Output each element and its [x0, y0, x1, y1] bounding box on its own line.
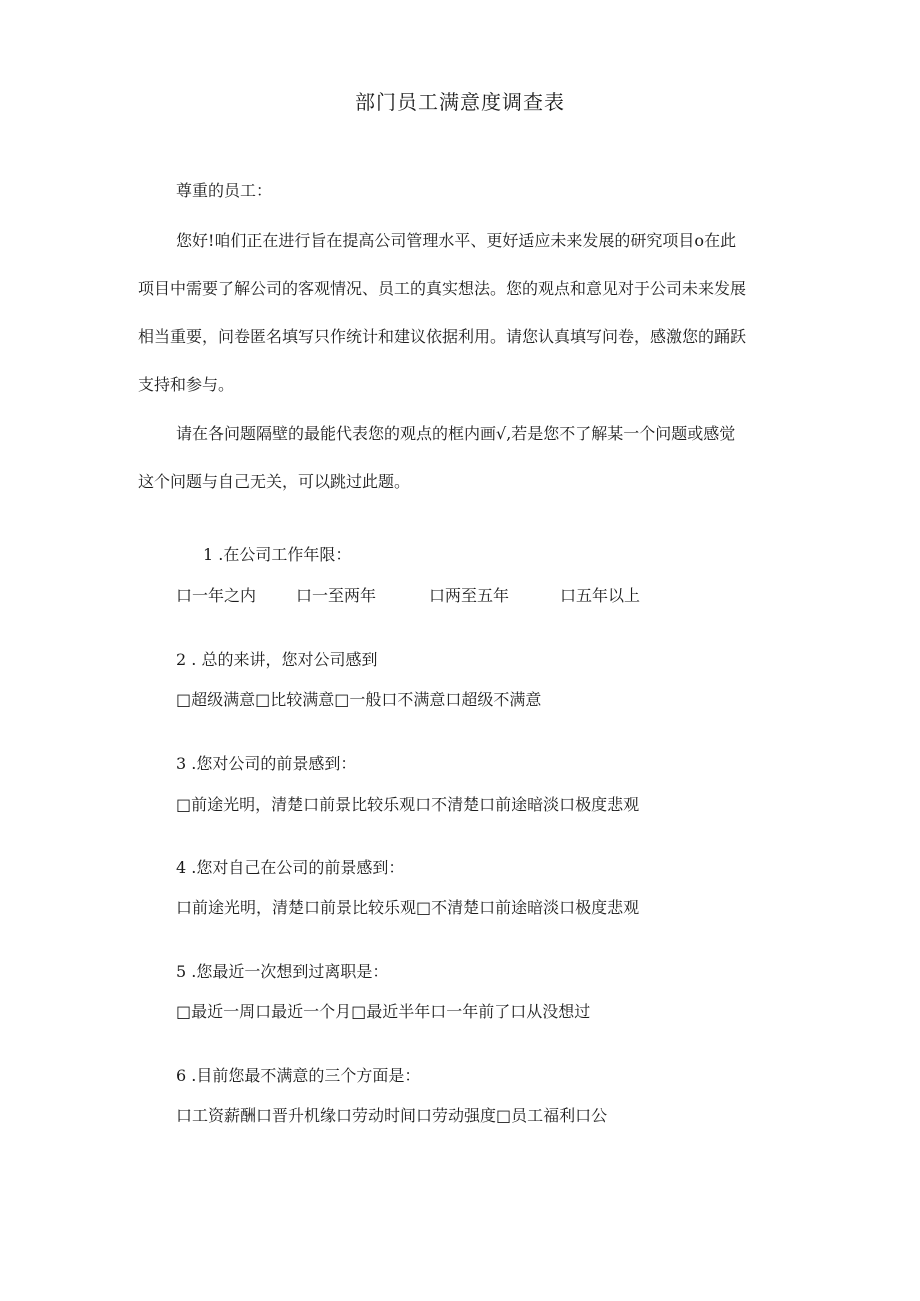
- q1-option-two-to-five-years[interactable]: 口两至五年: [429, 586, 510, 605]
- question-3-label: 3 .您对公司的前景感到：: [176, 754, 357, 773]
- question-5-label: 5 .您最近一次想到过离职是：: [176, 962, 389, 981]
- intro-line: 项目中需要了解公司的客观情况、员工的真实想法。您的观点和意见对于公司未来发展: [138, 279, 747, 298]
- question-2-label: 2 . 总的来讲，您对公司感到: [176, 650, 378, 669]
- instruction-line: 请在各问题隔壁的最能代表您的观点的框内画√,若是您不了解某一个问题或感觉: [176, 424, 736, 443]
- question-4-label: 4 .您对自己在公司的前景感到：: [176, 858, 405, 877]
- q1-option-one-to-two-years[interactable]: 口一至两年: [296, 586, 377, 605]
- intro-line: 支持和参与。: [138, 375, 235, 394]
- instruction-line: 这个问题与自己无关，可以跳过此题。: [138, 472, 411, 491]
- question-4-options[interactable]: 口前途光明，清楚口前景比较乐观□不清楚口前途暗淡口极度悲观: [176, 898, 640, 917]
- question-3-options[interactable]: □前途光明，清楚口前景比较乐观口不清楚口前途暗淡口极度悲观: [176, 795, 640, 814]
- page-title: 部门员工满意度调查表: [355, 90, 565, 114]
- question-2-options[interactable]: □超级满意□比较满意□一般口不满意口超级不满意: [176, 690, 542, 709]
- q1-option-within-one-year[interactable]: 口一年之内: [176, 586, 257, 605]
- question-6-options[interactable]: 口工资薪酬口晋升机缘口劳动时间口劳动强度□员工福利口公: [176, 1106, 608, 1125]
- question-6-label: 6 .目前您最不满意的三个方面是：: [176, 1066, 421, 1085]
- greeting: 尊重的员工：: [176, 181, 273, 200]
- intro-line: 您好!咱们正在进行旨在提高公司管理水平、更好适应未来发展的研究项目o在此: [176, 231, 737, 250]
- question-5-options[interactable]: □最近一周口最近一个月□最近半年口一年前了口从没想过: [176, 1002, 591, 1021]
- question-1-label: 1 .在公司工作年限：: [203, 545, 352, 564]
- q1-option-over-five-years[interactable]: 口五年以上: [560, 586, 641, 605]
- intro-line: 相当重要，问卷匿名填写只作统计和建议依据利用。请您认真填写问卷，感激您的踊跃: [138, 327, 747, 346]
